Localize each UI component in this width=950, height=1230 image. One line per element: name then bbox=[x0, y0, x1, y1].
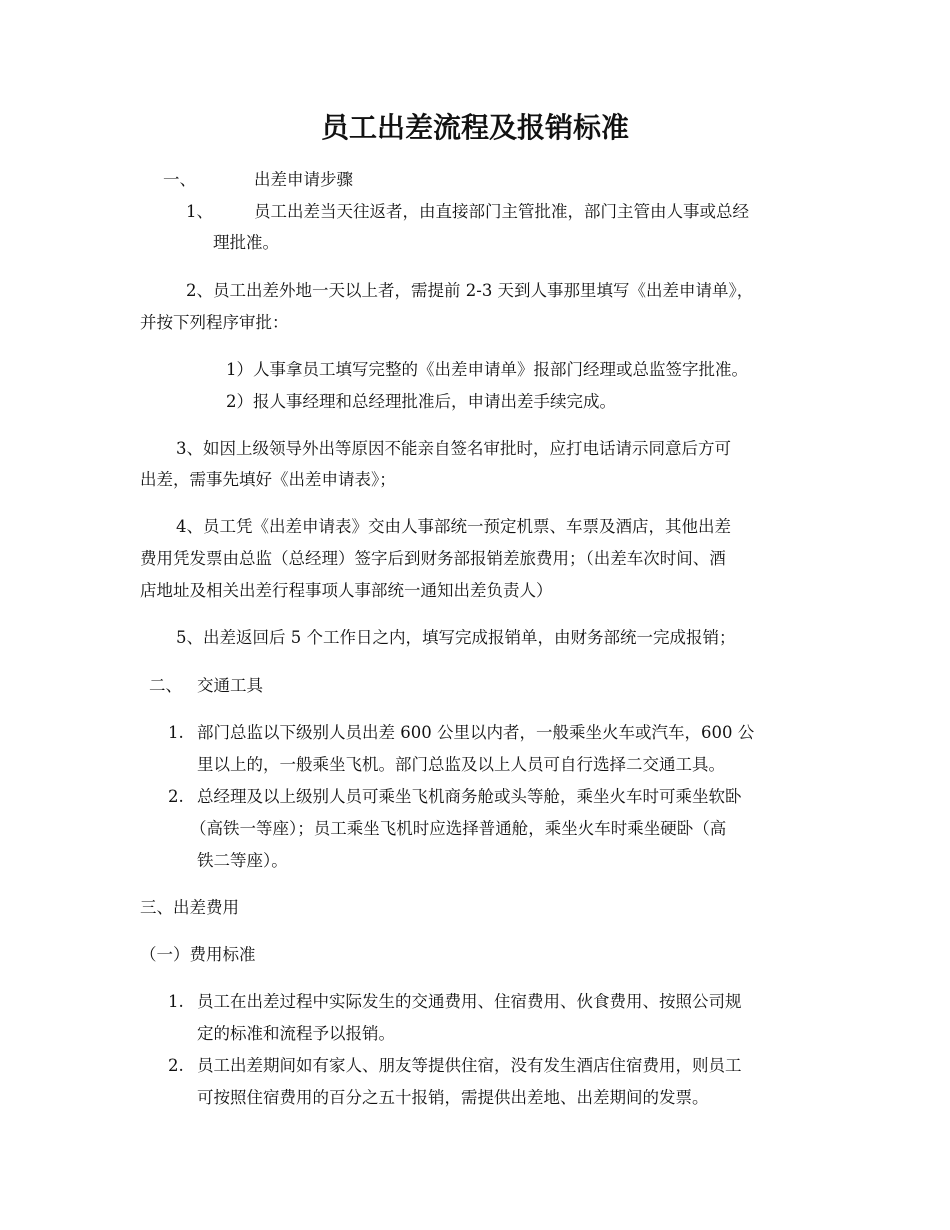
s2-item1-number: 1. bbox=[168, 723, 184, 742]
s3-item2-line1: 员工出差期间如有家人、朋友等提供住宿，没有发生酒店住宿费用，则员工 bbox=[197, 1056, 742, 1075]
section3-heading: 三、出差费用 bbox=[140, 898, 239, 917]
s2-item2-line3: 铁二等座）。 bbox=[197, 851, 288, 870]
s2-item2-line1: 总经理及以上级别人员可乘坐飞机商务舱或头等舱，乘坐火车时可乘坐软卧 bbox=[197, 787, 742, 806]
section3-subheading: （一）费用标准 bbox=[140, 945, 256, 964]
section2-number: 二、 bbox=[149, 676, 182, 695]
s3-item2-number: 2. bbox=[168, 1056, 184, 1075]
s1-item4-line1: 4、员工凭《出差申请表》交由人事部统一预定机票、车票及酒店，其他出差 bbox=[176, 517, 731, 536]
s2-item2-number: 2. bbox=[168, 787, 184, 806]
s1-item2-line1: 2、员工出差外地一天以上者，需提前 2-3 天到人事那里填写《出差申请单》， bbox=[186, 281, 754, 300]
s3-item2-line2: 可按照住宿费用的百分之五十报销，需提供出差地、出差期间的发票。 bbox=[197, 1088, 709, 1107]
s1-item2-sub1: 1）人事拿员工填写完整的《出差申请单》报部门经理或总监签字批准。 bbox=[226, 360, 748, 379]
s1-item2-line2: 并按下列程序审批： bbox=[140, 313, 289, 332]
s1-item1-line2: 理批准。 bbox=[213, 233, 279, 252]
s1-item4-line2: 费用凭发票由总监（总经理）签字后到财务部报销差旅费用；（出差车次时间、酒 bbox=[140, 549, 726, 568]
s3-item1-line1: 员工在出差过程中实际发生的交通费用、住宿费用、伙食费用、按照公司规 bbox=[197, 992, 742, 1011]
document-title: 员工出差流程及报销标准 bbox=[320, 111, 629, 144]
s3-item1-number: 1. bbox=[168, 992, 184, 1011]
section1-heading: 出差申请步骤 bbox=[254, 170, 353, 189]
s2-item1-line1: 部门总监以下级别人员出差 600 公里以内者，一般乘坐火车或汽车，600 公 bbox=[197, 723, 755, 742]
s1-item3-line2: 出差，需事先填好《出差申请表》； bbox=[140, 470, 396, 489]
s1-item2-sub2: 2）报人事经理和总经理批准后，申请出差手续完成。 bbox=[226, 392, 616, 411]
s1-item1-number: 1、 bbox=[186, 202, 213, 221]
s1-item5: 5、出差返回后 5 个工作日之内，填写完成报销单，由财务部统一完成报销； bbox=[176, 628, 736, 647]
s3-item1-line2: 定的标准和流程予以报销。 bbox=[197, 1024, 395, 1043]
s2-item2-line2: （高铁一等座）；员工乘坐飞机时应选择普通舱，乘坐火车时乘坐硬卧（高 bbox=[190, 819, 727, 838]
s1-item1-line1: 员工出差当天往返者，由直接部门主管批准，部门主管由人事或总经 bbox=[254, 202, 749, 221]
section1-number: 一、 bbox=[163, 170, 196, 189]
s1-item4-line3: 店地址及相关出差行程事项人事部统一通知出差负责人） bbox=[140, 581, 553, 600]
s2-item1-line2: 里以上的，一般乘坐飞机。部门总监及以上人员可自行选择二交通工具。 bbox=[197, 755, 725, 774]
s1-item3-line1: 3、如因上级领导外出等原因不能亲自签名审批时，应打电话请示同意后方可 bbox=[176, 439, 731, 458]
section2-heading: 交通工具 bbox=[197, 676, 263, 695]
